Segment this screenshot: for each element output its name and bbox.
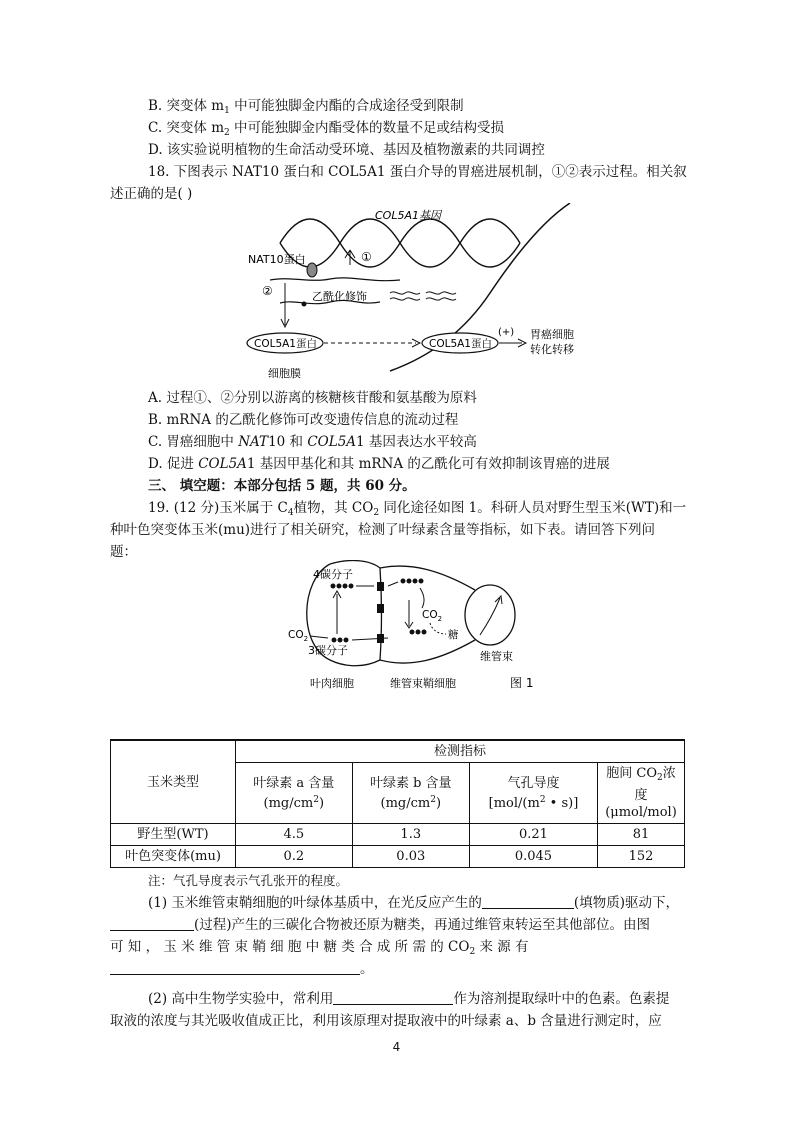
answer-blank-2[interactable]	[110, 917, 194, 931]
q17-option-d: D. 该实验说明植物的生命活动受环境、基因及植物激素的共同调控	[148, 142, 545, 158]
q19-part1-line3: 可 知 ， 玉 米 维 管 束 鞘 细 胞 中 糖 类 合 成 所 需 的 $CO_2$ 来 源 有	[110, 939, 529, 957]
section-3-heading: 三、 填空题：本部分包括 5 题，共 60 分。	[148, 478, 416, 494]
q19-stem-line1: 19. (12 分)玉米属于 $C_4$植物，其 $CO_2$ 同化途径如图 1。科研人员对野生型玉米(WT)和一	[148, 500, 687, 518]
group-header: 检测指标	[236, 740, 685, 763]
c3-label: 3碳分子	[308, 644, 348, 657]
plus-label: (+)	[498, 327, 515, 338]
figure-caption: 图 1	[510, 676, 534, 690]
q17-option-b: B. 突变体 $m_1$ 中可能独脚金内酯的合成途径受到限制	[148, 98, 464, 116]
co2-left-label: $CO_2$	[288, 629, 309, 643]
col-left-label: COL5A1蛋白	[254, 338, 317, 350]
step2-label: ②	[262, 284, 273, 298]
col-stomatal: 气孔导度 [$mol/(m^2$ • s)]	[469, 763, 597, 824]
answer-blank-3[interactable]	[110, 961, 360, 975]
c4-pathway-figure	[280, 560, 580, 695]
nat10-label: NAT10蛋白	[248, 253, 306, 266]
table-row: 野生型(WT) 4.5 1.3 0.21 81	[111, 824, 685, 846]
effect-line1: 胃癌细胞	[530, 328, 574, 341]
step1-label: ①	[361, 250, 372, 264]
answer-blank-1[interactable]	[482, 895, 574, 909]
dna-strand-2	[280, 219, 520, 267]
col-co2: 胞间 $CO_2$浓 度 (μmol/mol)	[598, 763, 685, 824]
table-note: 注：气孔导度表示气孔张开的程度。	[148, 873, 349, 888]
q19-stem-line2: 种叶色突变体玉米(mu)进行了相关研究，检测了叶绿素含量等指标，如下表。请回答下列问	[110, 522, 656, 538]
answer-blank-4[interactable]	[333, 991, 453, 1005]
bundle-label: 维管束	[480, 650, 513, 663]
type-header: 玉米类型	[111, 740, 236, 824]
col-chl-a: 叶绿素 a 含量 $(mg/cm^2)$	[236, 763, 353, 824]
acetyl-dot	[302, 302, 307, 307]
sheath-label: 维管束鞘细胞	[390, 677, 456, 690]
q19-part2-line1: (2) 高中生物学实验中，常利用 作为溶剂提取绿叶中的色素。色素提	[148, 991, 670, 1007]
q17-option-c: C. 突变体 $m_2$ 中可能独脚金内酯受体的数量不足或结构受损	[148, 120, 505, 138]
q19-stem-line3: 题：	[110, 544, 137, 560]
acetyl-label: 乙酰化修饰	[312, 290, 367, 303]
gene-label: COL5A1基因	[375, 209, 441, 222]
q19-part2-line2: 取液的浓度与其光吸收值成正比，利用该原理对提取液中的叶绿素 a、b 含量进行测定时，应	[110, 1013, 662, 1029]
sugar-label: 糖	[448, 629, 459, 641]
effect-line2: 转化转移	[530, 343, 574, 356]
q19-part1-line1: (1) 玉米维管束鞘细胞的叶绿体基质中，在光反应产生的 (填物质)驱动下，	[148, 895, 679, 911]
q18-option-c: C. 胃癌细胞中 NAT10 和 COL5A1 基因表达水平较高	[148, 434, 477, 450]
table-row: 叶色突变体(mu) 0.2 0.03 0.045 152	[111, 846, 685, 868]
col-right-label: COL5A1蛋白	[429, 338, 492, 350]
q18-option-b: B. mRNA 的乙酰化修饰可改变遗传信息的流动过程	[148, 412, 459, 428]
q18-stem-line2: 述正确的是( )	[110, 186, 193, 202]
membrane-label: 细胞膜	[268, 367, 301, 380]
mesophyll-label: 叶肉细胞	[310, 677, 354, 690]
col-chl-b: 叶绿素 b 含量 $(mg/cm^2)$	[352, 763, 469, 824]
indicator-table	[110, 739, 685, 868]
mrna-line	[270, 278, 400, 281]
q19-part1-line2: (过程)产生的三碳化合物被还原为糖类，再通过维管束转运至其他部位。由图	[110, 916, 650, 934]
co2-right-label: $CO_2$	[422, 609, 443, 623]
q18-mechanism-figure	[240, 203, 720, 383]
page-number: 4	[392, 1040, 401, 1054]
q18-option-a: A. 过程①、②分别以游离的核糖核苷酸和氨基酸为原料	[148, 390, 477, 406]
q18-stem-line1: 18. 下图表示 NAT10 蛋白和 COL5A1 蛋白介导的胃癌进展机制，①②表示过程。相关叙	[148, 164, 687, 180]
nat10-protein-shape	[307, 263, 317, 277]
c4-label: 4碳分子	[313, 568, 353, 581]
q18-option-d: D. 促进 COL5A1 基因甲基化和其 mRNA 的乙酰化可有效抑制该胃癌的进展	[148, 456, 610, 472]
vascular-bundle	[465, 585, 515, 645]
q19-part1-line4: 。	[110, 960, 374, 978]
bundle-sheath-cell	[380, 566, 475, 590]
